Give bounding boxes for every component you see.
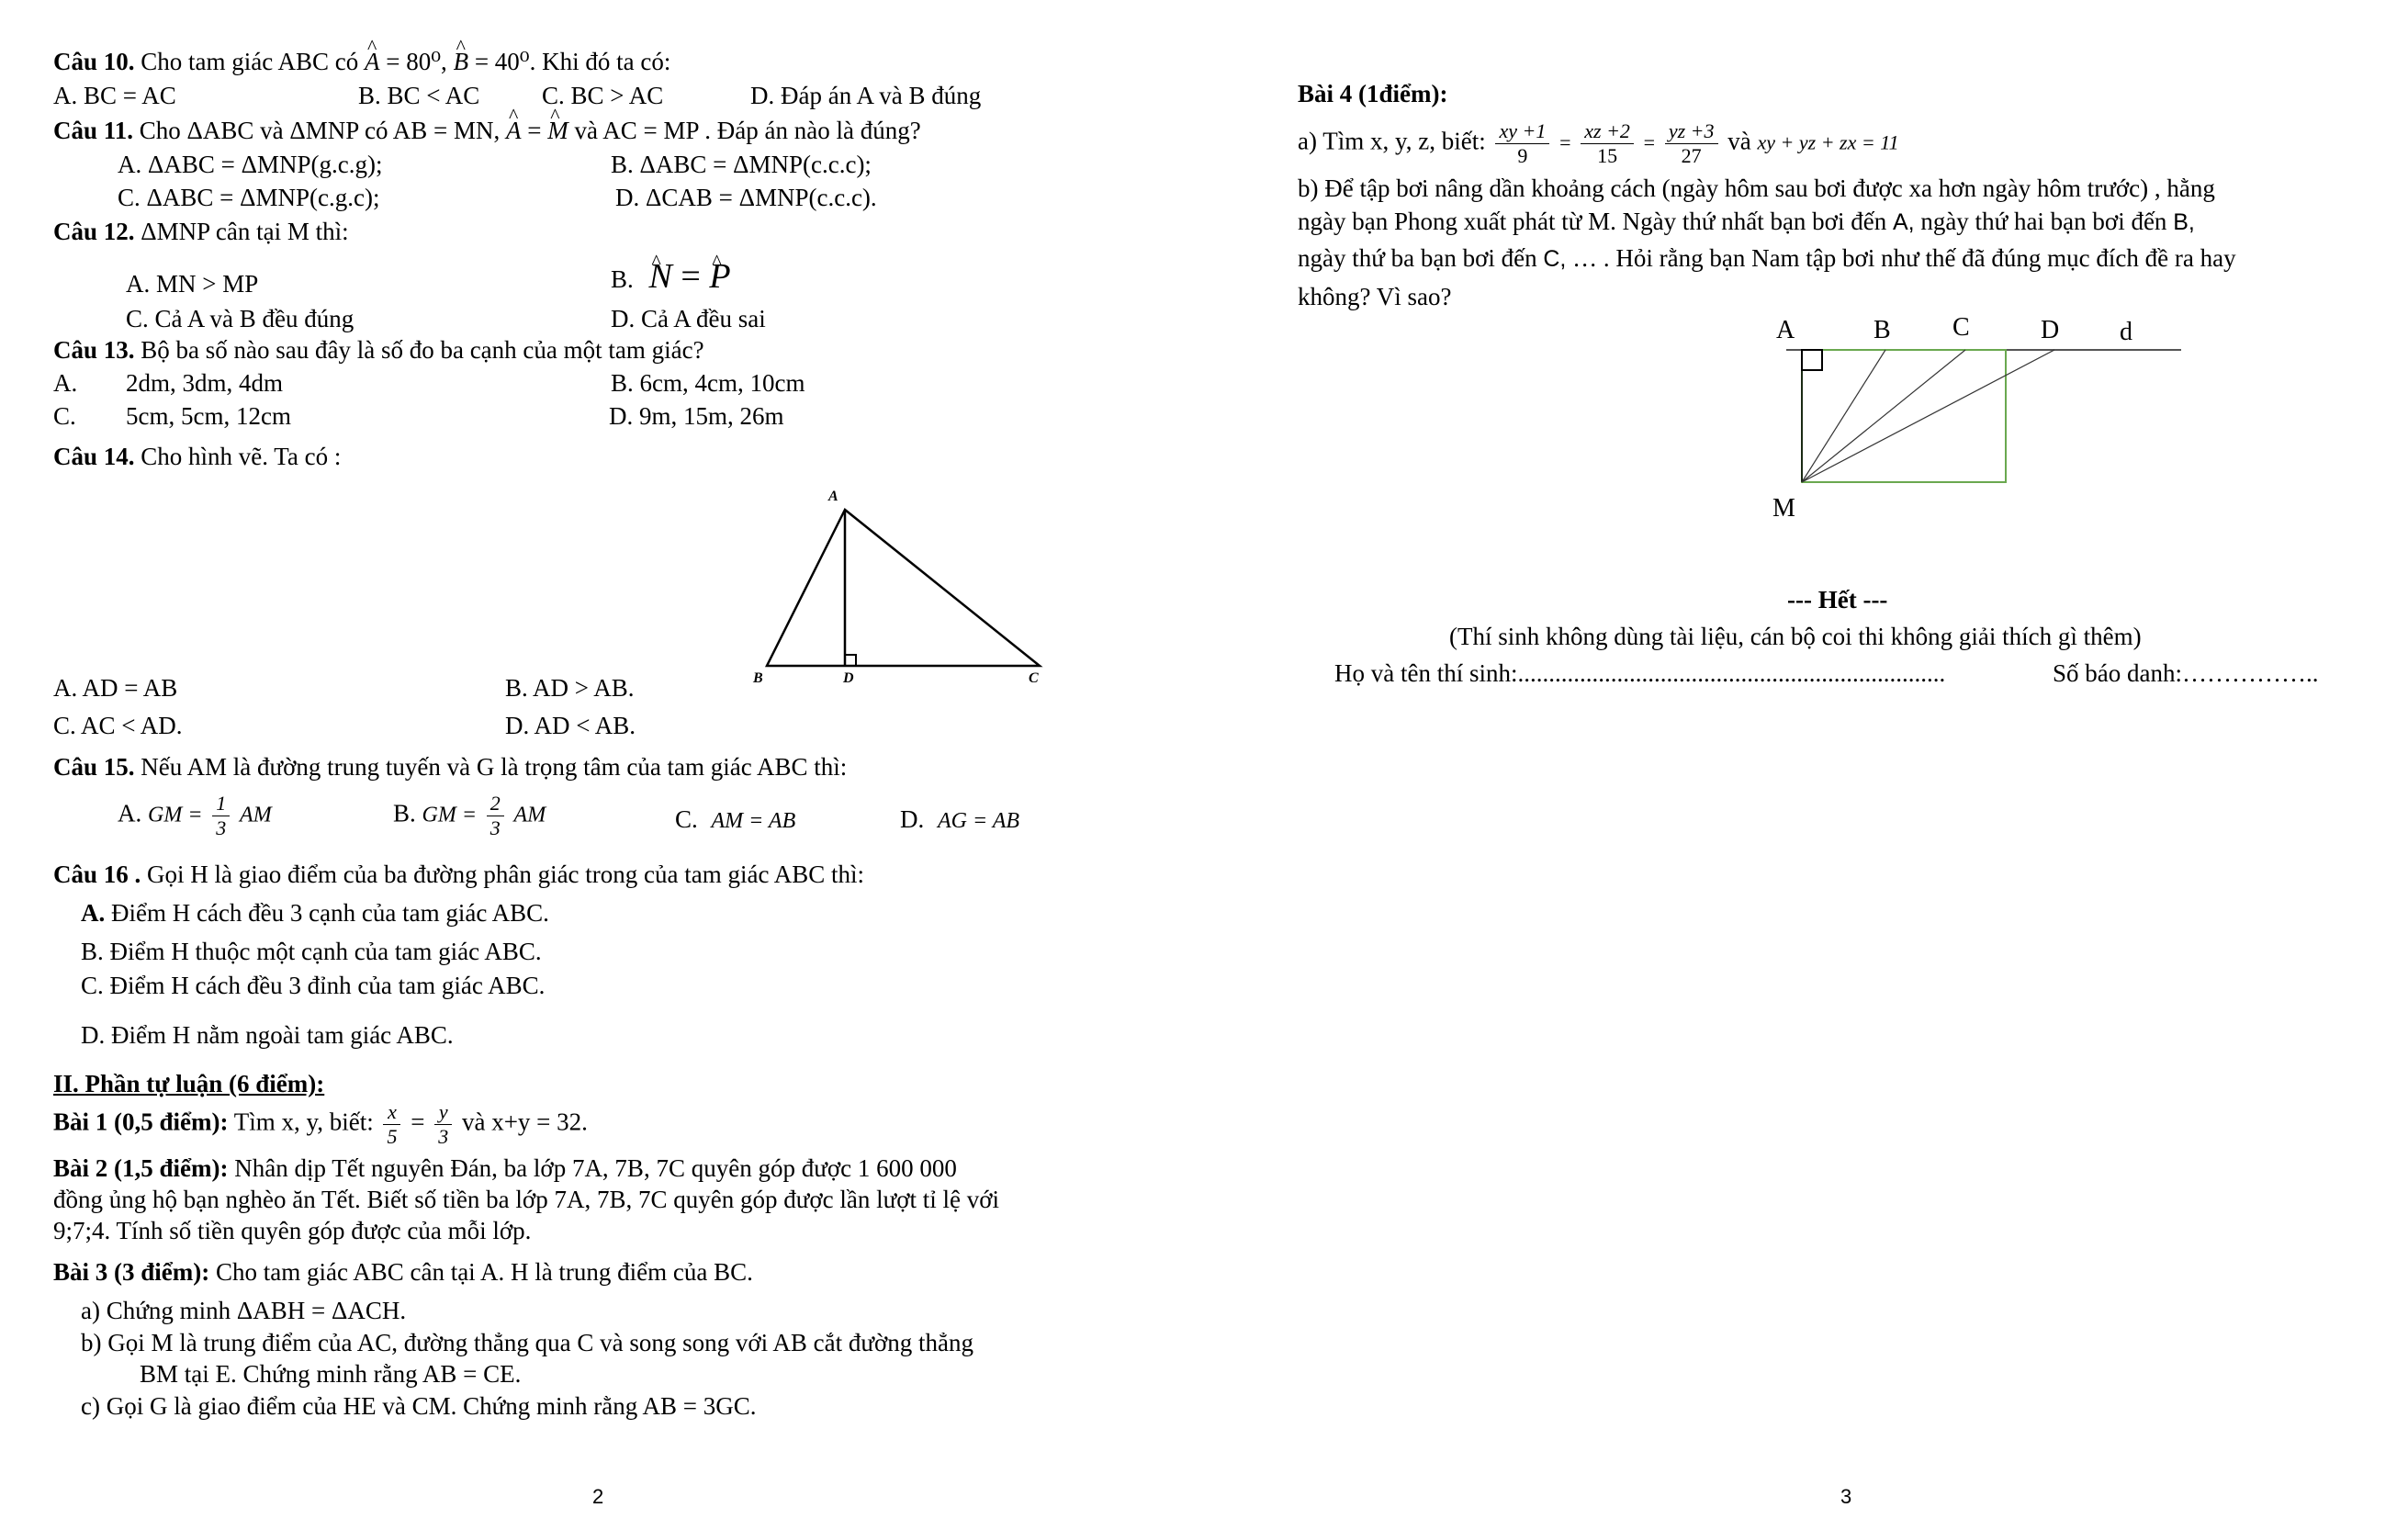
q15-option-a-label: A. [118, 799, 142, 827]
q11-stem-1: Cho ΔABC và ΔMNP có AB = MN, [139, 117, 501, 144]
bai4-b-point-a: A, [1892, 209, 1915, 235]
page-number-left: 2 [592, 1485, 604, 1508]
bai2-line2: đồng ủng hộ bạn nghèo ăn Tết. Biết số tiền ba lớp 7A, 7B, 7C quyên góp được lần lượt tỉ lệ với [53, 1186, 1000, 1213]
q16-option-b: B. Điểm H thuộc một cạnh của tam giác ABC. [81, 938, 542, 965]
bai4-label-a: A [1776, 316, 1795, 344]
bai1-eq: = [411, 1108, 425, 1136]
q10-value-a: = 80⁰, [386, 48, 447, 75]
bai4-eq-2: = [1643, 130, 1656, 154]
q15-stem [53, 751, 847, 782]
q14-option-b: B. AD > AB. [505, 674, 635, 702]
q10-option-d: D. Đáp án A và B đúng [750, 82, 982, 109]
q14-label-b: B [753, 670, 763, 686]
q13-option-c: 5cm, 5cm, 12cm [126, 402, 291, 430]
q15-option-b-lhs: GM = [422, 803, 478, 827]
q12-angle-p: ^ P [709, 261, 730, 292]
q15-option-d-label: D. [900, 805, 925, 833]
bai4-b-line3-text-a: ngày thứ ba bạn bơi đến [1298, 244, 1537, 272]
bai3-part-a: a) Chứng minh ΔABH = ΔACH. [81, 1297, 407, 1324]
q16-option-d: D. Điểm H nằm ngoài tam giác ABC. [81, 1021, 454, 1049]
bai4-fraction-2: $\frac{xz +2}{15}$ [1581, 119, 1634, 168]
bai4-label-m: M [1772, 494, 1795, 523]
q12-stem-text: ΔMNP cân tại M thì: [141, 218, 349, 245]
bai1-text-2: và x+y = 32. [461, 1108, 588, 1136]
q16-option-a [81, 897, 549, 928]
bai3-part-b-2: BM tại E. Chứng minh rằng AB = CE. [140, 1360, 522, 1388]
q10-stem [53, 46, 670, 77]
q11-option-d: D. ΔCAB = ΔMNP(c.c.c). [615, 184, 877, 211]
bai3-title: Bài 3 (3 điểm): [53, 1258, 210, 1286]
q13-stem-text: Bộ ba số nào sau đây là số đo ba cạnh của một tam giác? [141, 336, 704, 364]
q12-angle-n: ^ N [649, 261, 672, 292]
q14-option-d: D. AD < AB. [505, 712, 636, 739]
q11-stem [53, 115, 921, 146]
q12-option-a: A. MN > MP [126, 270, 259, 298]
q14-label-d: D [843, 670, 854, 686]
q15-title: Câu 15. [53, 753, 135, 781]
q14-option-a: A. AD = AB [53, 674, 178, 702]
q15-option-a-fraction: $\frac{1}{3}$ [212, 792, 230, 840]
bai2-title: Bài 2 (1,5 điểm): [53, 1154, 229, 1182]
q10-option-b: B. BC < AC [358, 82, 480, 109]
bai3-part-b-1: b) Gọi M là trung điểm của AC, đường thẳng qua C và song song với AB cắt đường thẳng [81, 1329, 973, 1356]
bai4-condition: xy + yz + zx = 11 [1757, 130, 1899, 154]
bai4-b-point-b: B, [2173, 209, 2195, 235]
bai4-title: Bài 4 (1điểm): [1298, 80, 1448, 107]
q11-angle-m: ^ M [547, 115, 568, 146]
bai4-fraction-1: $\frac{xy +1}{9}$ [1495, 119, 1549, 168]
q14-option-c: C. AC < AD. [53, 712, 183, 739]
q10-title: Câu 10. [53, 48, 135, 75]
bai1-title: Bài 1 (0,5 điểm): [53, 1108, 229, 1136]
q16-option-a-label: A. [81, 899, 106, 927]
q11-angle-a: ^ A [506, 115, 522, 146]
q13-option-a: 2dm, 3dm, 4dm [126, 369, 284, 397]
page-number-right: 3 [1840, 1485, 1852, 1508]
bai2-line3: 9;7;4. Tính số tiền quyên góp được của mỗi lớp. [53, 1217, 532, 1244]
q11-stem-2: và AC = MP . Đáp án nào là đúng? [574, 117, 921, 144]
end-note: (Thí sinh không dùng tài liệu, cán bộ coi thi không giải thích gì thêm) [1449, 623, 2142, 650]
q14-right-angle-mark [845, 655, 856, 666]
bai4-b-point-c: C, [1543, 246, 1567, 272]
q14-triangle-figure [744, 482, 1056, 693]
bai4-right-angle-mark [1802, 350, 1822, 370]
bai4-label-c: C [1952, 313, 1970, 342]
bai4-part-a [1298, 119, 1899, 168]
bai4-b-line2-text-b: ngày thứ hai bạn bơi đến [1920, 208, 2167, 235]
q10-option-a: A. BC = AC [53, 82, 176, 109]
q15-option-c-label: C. [675, 805, 698, 833]
q13-option-b: B. 6cm, 4cm, 10cm [611, 369, 805, 397]
bai3-stem-text: Cho tam giác ABC cân tại A. H là trung điểm của BC. [215, 1258, 753, 1286]
q15-option-c [675, 804, 795, 837]
bai4-b-line2-text-a: ngày bạn Phong xuất phát từ M. Ngày thứ nhất bạn bơi đến [1298, 208, 1887, 235]
bai2-line1-text: Nhân dịp Tết nguyên Đán, ba lớp 7A, 7B, 7C quyên góp được 1 600 000 [234, 1154, 957, 1182]
q16-title: Câu 16 . [53, 861, 141, 888]
q14-stem-text: Cho hình vẽ. Ta có : [141, 443, 342, 470]
bai4-label-d: D [2041, 316, 2060, 344]
q12-option-c: C. Cả A và B đều đúng [126, 305, 354, 332]
q10-angle-b: ^ B [454, 46, 469, 77]
bai1-fraction-y: $\frac{y}{3}$ [434, 1100, 452, 1149]
bai4-fraction-3: $\frac{yz +3}{27}$ [1665, 119, 1718, 168]
q11-eq: = [527, 117, 542, 144]
q14-stem [53, 441, 341, 472]
q11-option-b: B. ΔABC = ΔMNP(c.c.c); [611, 151, 872, 178]
bai2-line1 [53, 1153, 957, 1184]
bai4-swim-figure [1745, 303, 2195, 533]
q12-option-b-label: B. [611, 265, 634, 293]
bai4-segment-md [1802, 350, 2054, 482]
q13-option-d: D. 9m, 15m, 26m [609, 402, 784, 430]
q13-stem [53, 334, 704, 366]
q15-option-a-lhs: GM = [148, 803, 203, 827]
part2-title: II. Phần tự luận (6 điểm): [53, 1070, 325, 1097]
q13-option-c-label: C. [53, 402, 76, 430]
q15-option-b-fraction: $\frac{2}{3}$ [487, 792, 504, 840]
bai4-b-line3 [1298, 242, 2236, 275]
q15-option-d-text: AG = AB [938, 809, 1020, 833]
q12-option-b [611, 257, 731, 296]
q12-stem [53, 216, 349, 247]
q16-option-a-text: Điểm H cách đều 3 cạnh của tam giác ABC. [111, 899, 549, 927]
q10-angle-a: ^ A [365, 46, 380, 77]
q15-option-d [900, 804, 1019, 837]
q13-option-a-label: A. [53, 369, 78, 397]
q11-title: Câu 11. [53, 117, 134, 144]
q11-option-a: A. ΔABC = ΔMNP(g.c.g); [118, 151, 383, 178]
candidate-name-label: Họ và tên thí sinh:..................................................................... [1334, 659, 1946, 687]
bai4-label-line-d: d [2120, 318, 2132, 346]
bai4-eq-1: = [1559, 130, 1571, 154]
bai4-b-line1: b) Để tập bơi nâng dần khoảng cách (ngày hôm sau bơi được xa hơn ngày hôm trước) , hằng [1298, 174, 2215, 202]
q15-option-b-label: B. [393, 799, 416, 827]
bai1-text-1: Tìm x, y, biết: [233, 1108, 374, 1136]
bai1-fraction-x: $\frac{x}{5}$ [383, 1100, 400, 1149]
q15-option-a-rhs: AM [240, 803, 272, 827]
q14-triangle-abc [767, 510, 1040, 666]
q12-title: Câu 12. [53, 218, 135, 245]
q12-eq: = [681, 257, 701, 296]
bai4-b-line3-text-b: … . Hỏi rằng bạn Nam tập bơi như thế đã đúng mục đích đề ra hay [1572, 244, 2236, 272]
q16-stem [53, 859, 864, 890]
q10-option-c: C. BC > AC [542, 82, 664, 109]
q15-option-c-text: AM = AB [711, 809, 796, 833]
q13-title: Câu 13. [53, 336, 135, 364]
q12-option-d: D. Cả A đều sai [611, 305, 766, 332]
q15-stem-text: Nếu AM là đường trung tuyến và G là trọng tâm của tam giác ABC thì: [141, 753, 848, 781]
bai4-and: và [1727, 127, 1751, 155]
bai4-b-line2 [1298, 206, 2195, 238]
bai1 [53, 1100, 588, 1149]
q10-stem-text: Cho tam giác ABC có [141, 48, 359, 75]
end-het: --- Hết --- [1787, 586, 1888, 613]
q16-option-c: C. Điểm H cách đều 3 đỉnh của tam giác ABC. [81, 972, 546, 999]
candidate-number-label: Số báo danh:…………….. [2053, 659, 2319, 687]
bai4-b-line4: không? Vì sao? [1298, 283, 1452, 310]
bai4-a-text: a) Tìm x, y, z, biết: [1298, 127, 1486, 155]
bai3-stem [53, 1256, 753, 1288]
q15-option-a [118, 792, 272, 840]
q15-option-b-rhs: AM [513, 803, 546, 827]
q14-label-a: A [828, 489, 838, 504]
bai4-label-b: B [1874, 316, 1891, 344]
q14-title: Câu 14. [53, 443, 135, 470]
q14-label-c: C [1029, 670, 1039, 686]
bai3-part-c: c) Gọi G là giao điểm của HE và CM. Chứng minh rằng AB = 3GC. [81, 1392, 757, 1420]
bai4-green-rect [1802, 350, 2006, 482]
q16-stem-text: Gọi H là giao điểm của ba đường phân giác trong của tam giác ABC thì: [147, 861, 864, 888]
q15-option-b [393, 792, 546, 840]
q10-value-b: = 40⁰. Khi đó ta có: [474, 48, 671, 75]
q11-option-c: C. ΔABC = ΔMNP(c.g.c); [118, 184, 380, 211]
bai4-segment-mc [1802, 350, 1965, 482]
